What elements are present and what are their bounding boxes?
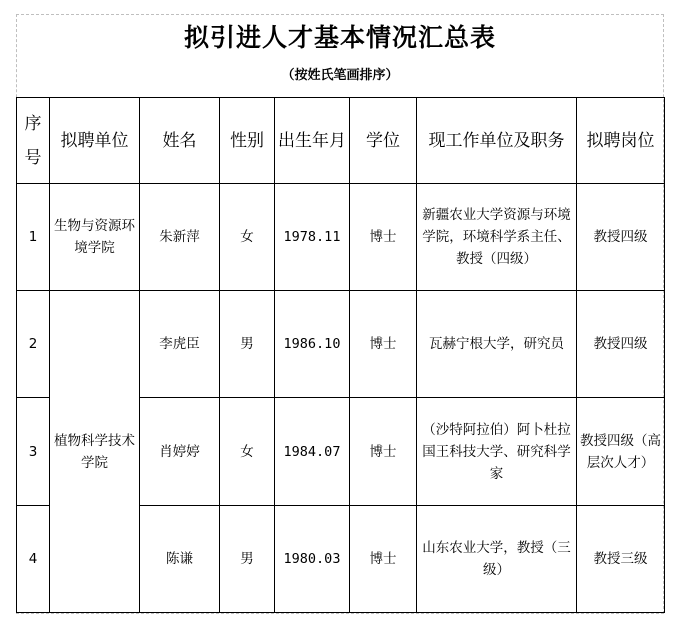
- cell-degree: 博士: [350, 506, 417, 613]
- cell-seq: 4: [17, 506, 50, 613]
- cell-name: 陈谦: [140, 506, 220, 613]
- cell-unit: 生物与资源环境学院: [50, 184, 140, 291]
- cell-post: 教授四级（高层次人才）: [577, 398, 665, 506]
- cell-name: 李虎臣: [140, 291, 220, 398]
- header-gender: 性别: [220, 98, 275, 184]
- cell-seq: 3: [17, 398, 50, 506]
- cell-post: 教授四级: [577, 291, 665, 398]
- cell-birth: 1986.10: [275, 291, 350, 398]
- header-name: 姓名: [140, 98, 220, 184]
- header-row: [17, 98, 665, 184]
- header-seq: 序号: [17, 98, 50, 184]
- cell-birth: 1978.11: [275, 184, 350, 291]
- header-degree: 学位: [350, 98, 417, 184]
- cell-gender: 女: [220, 184, 275, 291]
- cell-current-job: （沙特阿拉伯）阿卜杜拉国王科技大学、研究科学家: [417, 398, 577, 506]
- cell-degree: 博士: [350, 398, 417, 506]
- cell-name: 朱新萍: [140, 184, 220, 291]
- cell-current-job: 山东农业大学，教授（三级）: [417, 506, 577, 613]
- cell-birth: 1980.03: [275, 506, 350, 613]
- page-title: 拟引进人才基本情况汇总表: [183, 23, 496, 52]
- summary-table: [16, 97, 665, 613]
- header-birth: 出生年月: [275, 98, 350, 184]
- page-subtitle: （按姓氏笔画排序）: [281, 68, 399, 83]
- cell-gender: 男: [220, 506, 275, 613]
- cell-seq: 2: [17, 291, 50, 398]
- header-post: 拟聘岗位: [577, 98, 665, 184]
- cell-post: 教授三级: [577, 506, 665, 613]
- cell-unit-merged: 植物科学技术学院: [50, 291, 140, 613]
- header-unit: 拟聘单位: [50, 98, 140, 184]
- cell-degree: 博士: [350, 291, 417, 398]
- cell-current-job: 瓦赫宁根大学，研究员: [417, 291, 577, 398]
- cell-birth: 1984.07: [275, 398, 350, 506]
- cell-gender: 女: [220, 398, 275, 506]
- table-row: [17, 291, 665, 398]
- cell-gender: 男: [220, 291, 275, 398]
- cell-seq: 1: [17, 184, 50, 291]
- cell-post: 教授四级: [577, 184, 665, 291]
- table-row: [17, 184, 665, 291]
- cell-degree: 博士: [350, 184, 417, 291]
- cell-current-job: 新疆农业大学资源与环境学院，环境科学系主任、教授（四级）: [417, 184, 577, 291]
- header-current-job: 现工作单位及职务: [417, 98, 577, 184]
- cell-name: 肖婷婷: [140, 398, 220, 506]
